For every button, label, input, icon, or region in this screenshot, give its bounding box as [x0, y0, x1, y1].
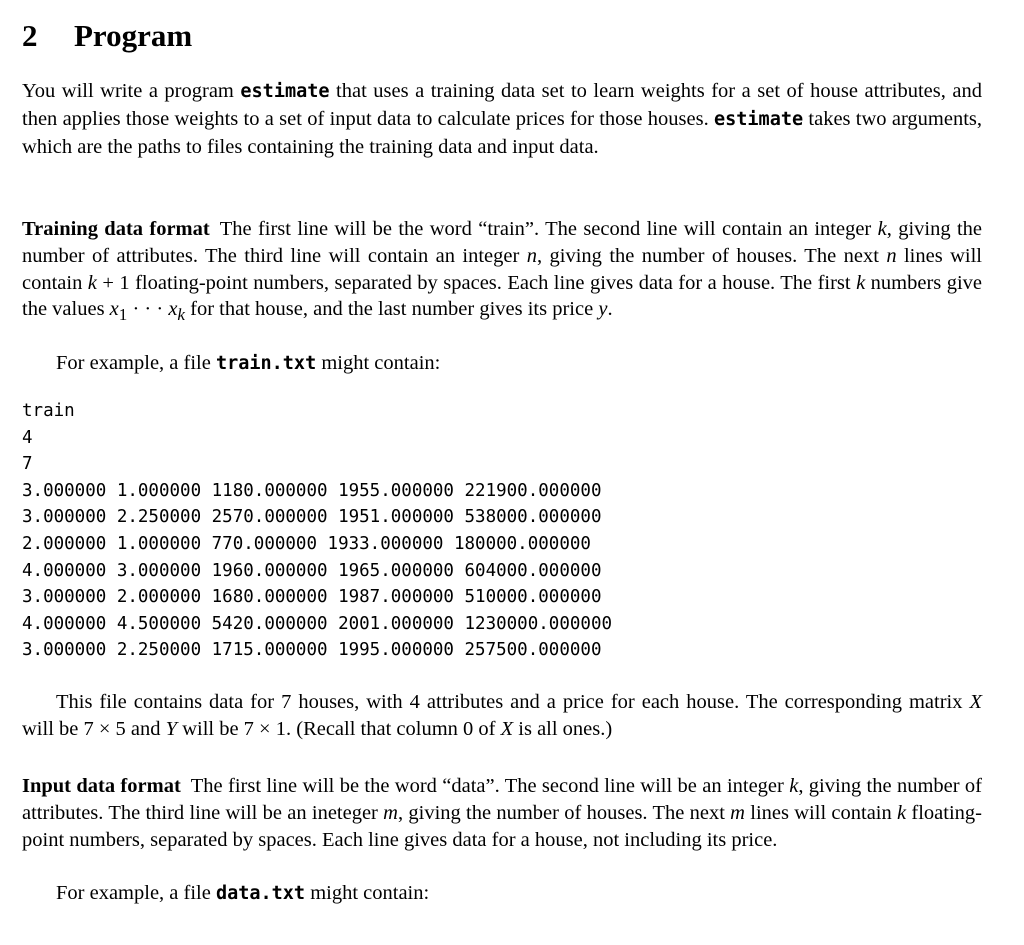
program-name: estimate [240, 81, 330, 102]
math-var: Y [165, 717, 178, 740]
input-text: floating-point numbers, separated by spaces. Each line gives data for a house, not including its price. [22, 801, 983, 851]
summary-text: is all ones.) [513, 717, 613, 740]
input-format-heading: Input data format [22, 775, 181, 797]
code-line: 3.000000 2.000000 1680.000000 1987.000000 510000.000000 [22, 587, 602, 608]
train-file-code-block [22, 398, 612, 664]
example-text: For example, a file [56, 882, 216, 904]
math-var: k [897, 801, 907, 824]
code-line: 7 [22, 454, 33, 475]
training-text: numbers give the values [22, 271, 982, 321]
math-var: y [598, 298, 608, 321]
input-format-paragraph [22, 773, 982, 853]
section-title: Program [74, 18, 193, 53]
math-var: k [789, 775, 799, 797]
code-line: 4 [22, 427, 33, 448]
math-var: k [87, 271, 97, 294]
math-subscript: k [177, 305, 186, 325]
input-text: The first line will be the word “data”. The second line will be an integer [190, 775, 790, 797]
code-line: 3.000000 2.250000 1715.000000 1995.000000 257500.000000 [22, 640, 602, 661]
train-filename: train.txt [215, 353, 317, 374]
input-text: , giving the number of attributes. The third line will be an ineteger [22, 775, 982, 824]
code-line: 3.000000 2.250000 2570.000000 1951.000000 538000.000000 [22, 507, 602, 528]
data-filename: data.txt [215, 883, 306, 904]
code-line: 4.000000 4.500000 5420.000000 2001.000000 1230000.000000 [22, 613, 613, 634]
training-text: lines will contain [22, 244, 983, 294]
training-text: for that house, and the last number gives its price [185, 298, 599, 321]
training-text: The first line will be the word “train”. The second line will contain an integer [219, 218, 878, 240]
math-var: m [383, 801, 398, 824]
intro-text-3: takes two arguments, which are the paths to files containing the training data and input data. [22, 107, 982, 158]
math-var: k [856, 271, 866, 294]
math-var: n [886, 244, 897, 267]
example-text: might contain: [316, 352, 441, 374]
math-var: x [168, 298, 178, 321]
training-text: + 1 floating-point numbers, separated by spaces. Each line gives data for a house. The first [96, 271, 857, 294]
intro-paragraph [22, 78, 982, 160]
data-example-intro [22, 880, 982, 908]
code-line: train [22, 401, 75, 421]
program-name: estimate [714, 108, 804, 130]
math-dots: · · · [127, 298, 169, 321]
train-example-intro [22, 350, 982, 378]
section-heading [22, 18, 192, 54]
math-var: m [730, 801, 745, 824]
example-text: might contain: [305, 882, 430, 904]
math-subscript: 1 [118, 305, 128, 325]
math-var: x [109, 298, 119, 321]
math-var: X [500, 717, 514, 740]
summary-text: will be 7 × 1. (Recall that column 0 of [177, 717, 501, 740]
input-text: , giving the number of houses. The next [397, 801, 731, 824]
training-format-paragraph [22, 216, 982, 329]
intro-text-2: that uses a training data set to learn weights for a set of house attributes, and then applies those weights to a set of input data to calculate prices for those houses. [22, 80, 982, 130]
summary-text: will be 7 × 5 and [22, 717, 166, 740]
training-text: , giving the number of attributes. The third line will contain an integer [22, 218, 982, 267]
training-text: . [607, 298, 613, 321]
training-text: , giving the number of houses. The next [536, 244, 887, 267]
intro-text-1: You will write a program [22, 80, 241, 102]
code-line: 2.000000 1.000000 770.000000 1933.000000 180000.000000 [22, 533, 591, 554]
math-var: X [969, 691, 982, 713]
example-text: For example, a file [56, 352, 216, 374]
input-text: lines will contain [744, 801, 898, 824]
code-line: 4.000000 3.000000 1960.000000 1965.000000 604000.000000 [22, 560, 602, 581]
summary-paragraph [22, 689, 982, 743]
summary-text: This file contains data for 7 houses, with 4 attributes and a price for each house. The corresponding matrix [56, 691, 970, 713]
math-var: k [877, 218, 887, 240]
math-var: n [526, 244, 537, 267]
section-number: 2 [22, 18, 38, 53]
code-line: 3.000000 1.000000 1180.000000 1955.000000 221900.000000 [22, 480, 602, 501]
training-format-heading: Training data format [22, 218, 210, 240]
